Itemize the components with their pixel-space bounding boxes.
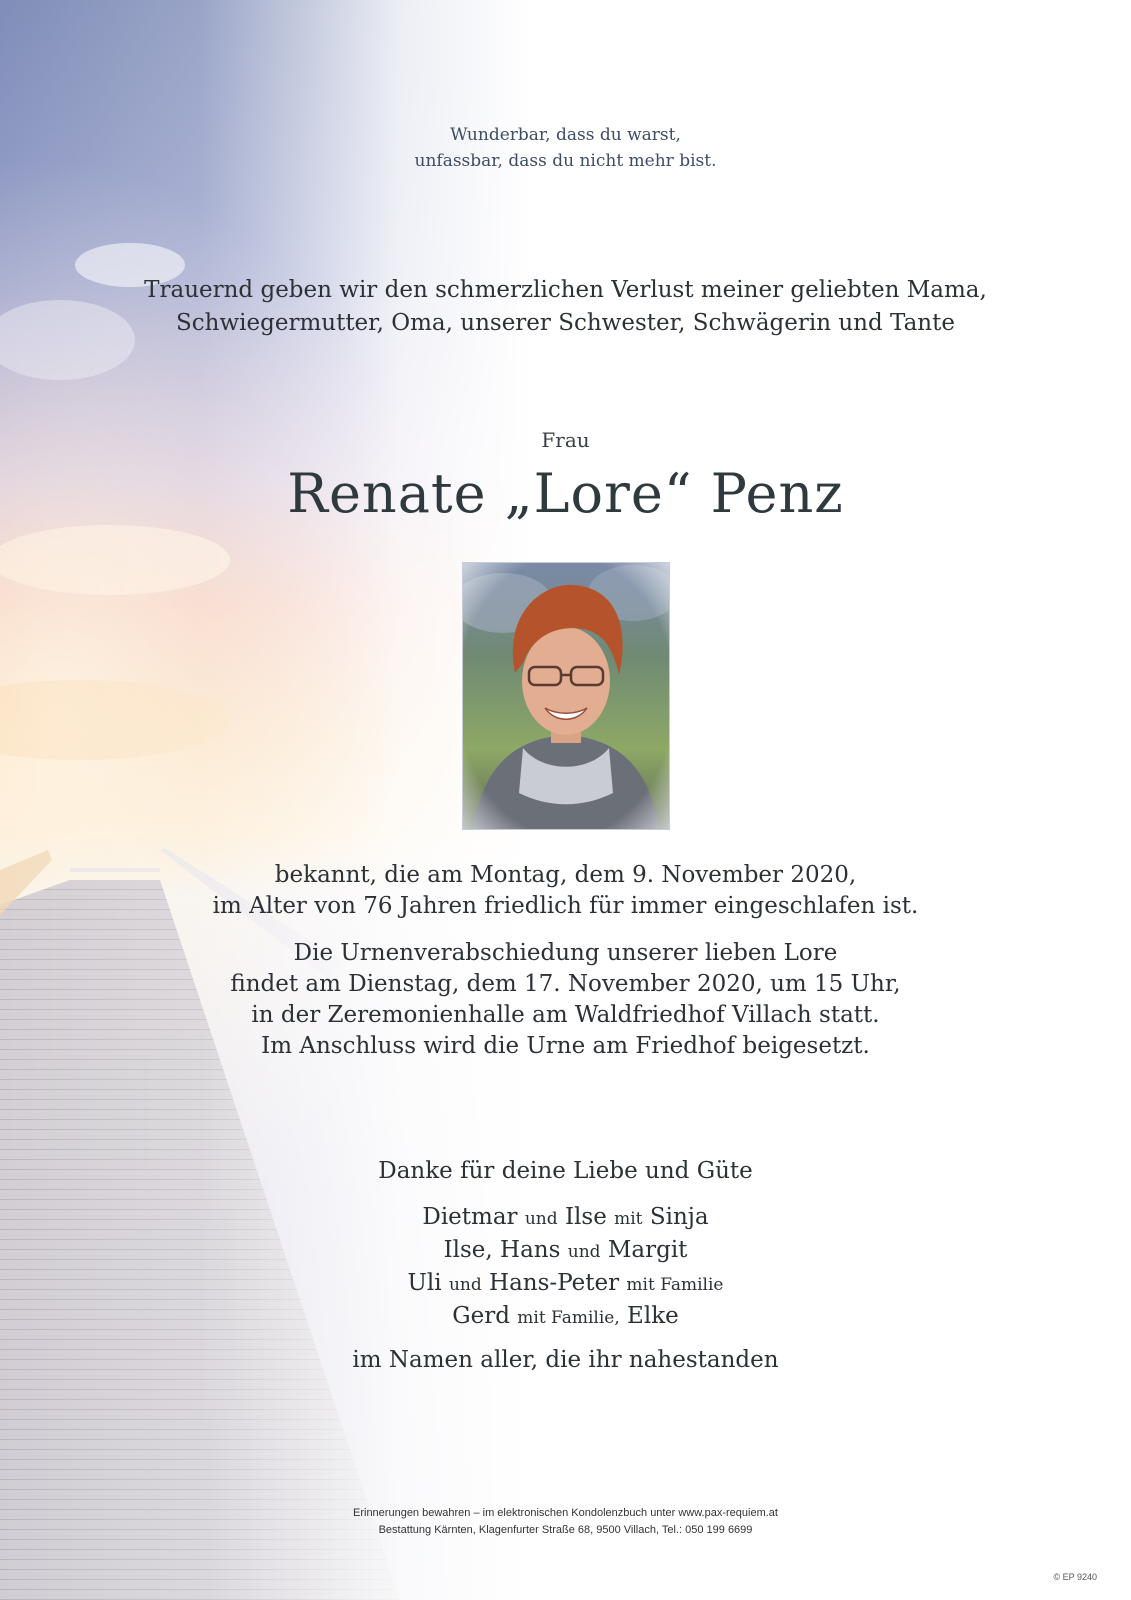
intro-line-1: Trauernd geben wir den schmerzlichen Verlust meiner geliebten Mama, <box>144 277 987 303</box>
family-name: Elke <box>627 1303 679 1329</box>
announcement-line-1: bekannt, die am Montag, dem 9. November 2020, <box>274 862 857 888</box>
portrait-illustration <box>463 563 669 829</box>
ceremony-line-3: in der Zeremonienhalle am Waldfriedhof Villach statt. <box>251 1002 880 1028</box>
family-name: Dietmar <box>422 1204 518 1230</box>
intro-line-2: Schwiegermutter, Oma, unserer Schwester, Schwägerin und Tante <box>176 310 955 336</box>
family-name: Gerd <box>452 1303 510 1329</box>
print-code: © EP 9240 <box>1053 1572 1097 1582</box>
thanks-line: Danke für deine Liebe und Güte <box>378 1158 753 1184</box>
deceased-name: Renate „Lore“ Penz <box>287 462 844 525</box>
family-connector: mit <box>614 1209 643 1229</box>
family-connector: und <box>524 1209 558 1229</box>
family-name: Sinja <box>649 1204 709 1230</box>
motto-line-2: unfassbar, dass du nicht mehr bist. <box>414 151 717 171</box>
family-row-4 <box>0 1301 1131 1334</box>
footer-line-2: Bestattung Kärnten, Klagenfurter Straße 68, 9500 Villach, Tel.: 050 199 6699 <box>378 1524 753 1536</box>
ceremony-line-2: findet am Dienstag, dem 17. November 2020, um 15 Uhr, <box>230 971 901 997</box>
family-connector: mit Familie, <box>517 1308 620 1328</box>
intro-text <box>0 274 1131 340</box>
family-connector: mit Familie <box>626 1275 724 1295</box>
announcement-line-2: im Alter von 76 Jahren friedlich für immer eingeschlafen ist. <box>212 893 919 919</box>
ceremony-text <box>0 938 1131 1062</box>
family-row-1 <box>0 1202 1131 1235</box>
family-name: Uli <box>407 1270 442 1296</box>
closing-line: im Namen aller, die ihr nahestanden <box>352 1347 779 1373</box>
deceased-title: Frau <box>541 428 590 452</box>
family-name: Ilse, Hans <box>443 1237 561 1263</box>
family-connector: und <box>567 1242 601 1262</box>
family-name: Ilse <box>564 1204 607 1230</box>
footer-line-1: Erinnerungen bewahren – im elektronischen Kondolenzbuch unter www.pax-requiem.at <box>353 1507 778 1519</box>
announcement-text <box>0 860 1131 922</box>
family-row-2 <box>0 1235 1131 1268</box>
family-name: Margit <box>607 1237 688 1263</box>
motto-line-1: Wunderbar, dass du warst, <box>450 125 681 145</box>
family-name: Hans-Peter <box>489 1270 620 1296</box>
footer <box>0 1505 1131 1539</box>
family-connector: und <box>448 1275 482 1295</box>
ceremony-line-1: Die Urnenverabschiedung unserer lieben Lore <box>293 940 838 966</box>
portrait-photo <box>462 562 670 830</box>
ceremony-line-4: Im Anschluss wird die Urne am Friedhof beigesetzt. <box>261 1033 870 1059</box>
family-list <box>0 1202 1131 1334</box>
family-row-3 <box>0 1268 1131 1301</box>
motto <box>0 122 1131 174</box>
